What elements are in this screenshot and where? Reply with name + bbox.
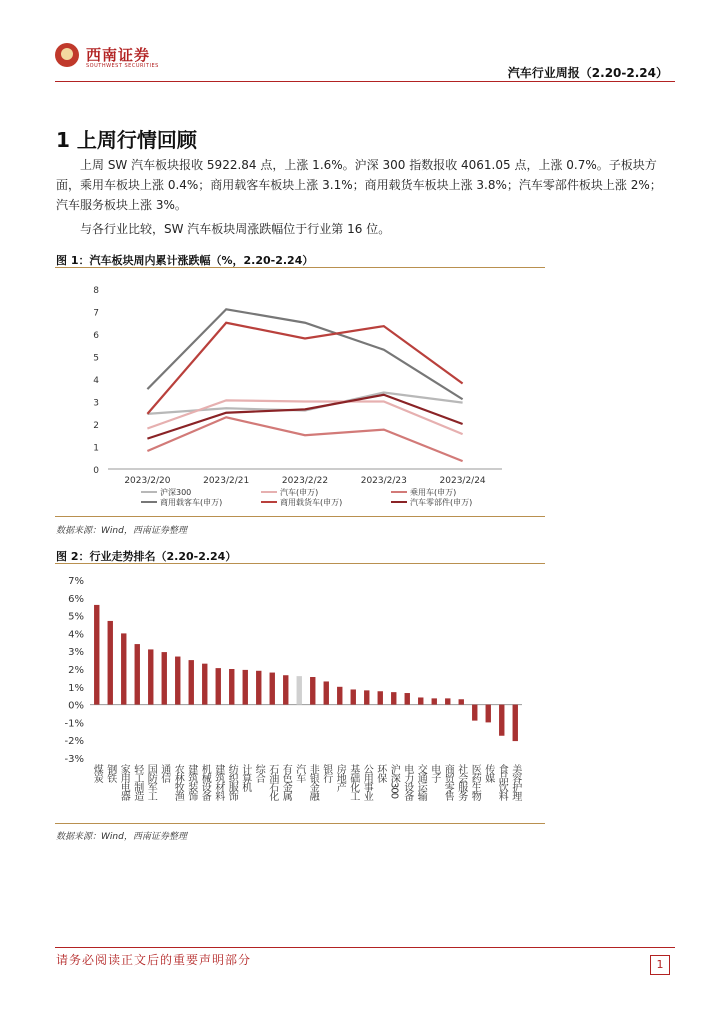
category-label: 基础化工 (347, 764, 359, 800)
category-label: 建筑装饰 (185, 764, 197, 800)
y-tick-label: 2% (68, 665, 84, 676)
y-tick-label: 7% (68, 576, 84, 587)
category-label: 石油石化 (266, 764, 278, 800)
category-label: 银行 (320, 764, 332, 782)
bar-4 (135, 644, 140, 705)
brand-name-en: SOUTHWEST SECURITIES (86, 63, 159, 69)
category-label: 通信 (158, 764, 170, 782)
figure1-top-rule (55, 267, 545, 268)
legend-label: 商用载货车(申万) (280, 498, 343, 507)
category-label: 食品饮料 (496, 764, 508, 800)
section-heading: 1 上周行情回顾 (56, 128, 197, 152)
legend-label: 汽车零部件(申万) (410, 498, 473, 507)
y-tick-label: -1% (64, 718, 84, 730)
bar-21 (364, 690, 369, 704)
bar-27 (445, 698, 450, 704)
bar-9 (202, 664, 207, 705)
figure2-title: 图 2：行业走势排名（2.20-2.24） (56, 550, 237, 563)
x-tick-label: 2023/2/23 (360, 476, 407, 486)
category-label: 钢铁 (104, 764, 116, 782)
y-tick-label: 8 (93, 286, 99, 296)
line-chart (56, 272, 546, 512)
figure1-bottom-rule (55, 516, 545, 517)
category-label: 综合 (253, 764, 265, 782)
x-tick-label: 2023/2/24 (439, 476, 486, 486)
summary-paragraph: 上周 SW 汽车板块报收 5922.84 点，上涨 1.6%。沪深 300 指数报收 4061.05 点，上涨 0.7%。子板块方面，乘用车板块上涨 0.4%；商用载客车板块上涨 3.1%；商用载货车板块上涨 3.8%；汽车零部件板块上涨 2%；汽车服务板块上涨 3%。 (56, 158, 662, 212)
bar-16 (297, 676, 302, 704)
bar-31 (499, 705, 504, 736)
figure2-source: 数据来源：Wind，西南证券整理 (56, 832, 187, 842)
bar-26 (432, 698, 437, 704)
bar-19 (337, 687, 342, 705)
category-label: 机械设备 (199, 764, 211, 800)
category-label: 交通运输 (415, 764, 427, 800)
category-label: 公用事业 (361, 764, 373, 800)
y-tick-label: 4% (68, 629, 84, 641)
bar-7 (175, 657, 180, 705)
bar-14 (270, 673, 275, 705)
bar-20 (351, 689, 356, 704)
y-tick-label: 6 (93, 331, 99, 341)
page-number: 1 (650, 955, 670, 975)
category-label: 电力设备 (401, 764, 413, 800)
y-tick-label: 6% (68, 593, 84, 605)
category-label: 建筑材料 (212, 764, 224, 800)
figure1-title: 图 1：汽车板块周内累计涨跌幅（%，2.20-2.24） (56, 254, 314, 267)
series-line-4 (147, 309, 462, 399)
category-label: 商贸零售 (442, 764, 454, 800)
y-tick-label: -3% (64, 754, 84, 765)
x-tick-label: 2023/2/21 (203, 476, 250, 486)
bar-11 (229, 669, 234, 705)
bar-12 (243, 670, 248, 705)
y-tick-label: 5 (93, 353, 99, 364)
bar-3 (121, 633, 126, 704)
legend-label: 沪深300 (160, 488, 192, 497)
bar-10 (216, 668, 221, 704)
legend-label: 乘用车(申万) (410, 488, 457, 497)
bar-8 (189, 660, 194, 705)
footer-divider (55, 947, 675, 948)
category-label: 沪深300 (388, 764, 400, 799)
header-divider (55, 81, 675, 82)
bar-chart (56, 570, 546, 820)
category-label: 计算机 (239, 764, 251, 791)
x-tick-label: 2023/2/20 (124, 476, 171, 486)
category-label: 电子 (428, 764, 440, 782)
y-tick-label: 0% (68, 700, 84, 712)
category-label: 社会服务 (455, 764, 467, 800)
category-label: 房地产 (334, 764, 346, 791)
bar-18 (324, 681, 329, 704)
category-label: 汽车 (293, 764, 305, 782)
y-tick-label: 7 (93, 308, 99, 319)
brand-name: 西南证券 (86, 46, 151, 64)
figure1-source: 数据来源：Wind，西南证券整理 (56, 526, 187, 536)
category-label: 传媒 (482, 764, 494, 782)
footer-disclaimer: 请务必阅读正文后的重要声明部分 (56, 953, 252, 967)
bar-25 (418, 697, 423, 704)
legend-label: 汽车(申万) (280, 488, 319, 497)
category-label: 有色金属 (280, 764, 292, 800)
bar-24 (405, 693, 410, 705)
legend-label: 商用载客车(申万) (160, 498, 223, 507)
x-tick-label: 2023/2/22 (281, 476, 329, 486)
y-tick-label: 5% (68, 611, 84, 623)
y-tick-label: 3% (68, 647, 84, 659)
bar-32 (513, 705, 518, 741)
figure2-top-rule (55, 563, 545, 564)
bar-29 (472, 705, 477, 721)
bar-22 (378, 691, 383, 704)
bar-17 (310, 677, 315, 705)
category-label: 非银金融 (307, 764, 319, 800)
category-label: 纺织服饰 (226, 764, 238, 800)
bar-13 (256, 671, 261, 705)
bar-15 (283, 675, 288, 704)
y-tick-label: -2% (64, 736, 84, 748)
brand-logo-inner (61, 48, 73, 60)
category-label: 国防军工 (145, 764, 157, 800)
category-label: 环保 (374, 764, 386, 782)
category-label: 医药生物 (469, 764, 481, 800)
category-label: 煤炭 (91, 764, 103, 782)
bar-28 (459, 699, 464, 704)
y-tick-label: 1% (68, 682, 84, 694)
y-tick-label: 1 (93, 443, 99, 454)
category-label: 美容护理 (509, 764, 521, 800)
bar-6 (162, 652, 167, 705)
y-tick-label: 0 (93, 466, 99, 476)
y-tick-label: 3 (93, 398, 99, 409)
y-tick-label: 2 (93, 421, 99, 431)
y-tick-label: 4 (93, 376, 99, 386)
report-title: 汽车行业周报（2.20-2.24） (507, 66, 668, 80)
bar-30 (486, 705, 491, 723)
ranking-paragraph: 与各行业比较，SW 汽车板块周涨跌幅位于行业第 16 位。 (80, 222, 391, 236)
category-label: 轻工制造 (131, 764, 143, 800)
figure2-bottom-rule (55, 823, 545, 824)
category-label: 农林牧渔 (172, 764, 184, 800)
category-label: 家用电器 (118, 764, 130, 800)
bar-2 (108, 621, 113, 705)
bar-23 (391, 692, 396, 704)
bar-1 (94, 605, 99, 705)
bar-5 (148, 649, 153, 704)
